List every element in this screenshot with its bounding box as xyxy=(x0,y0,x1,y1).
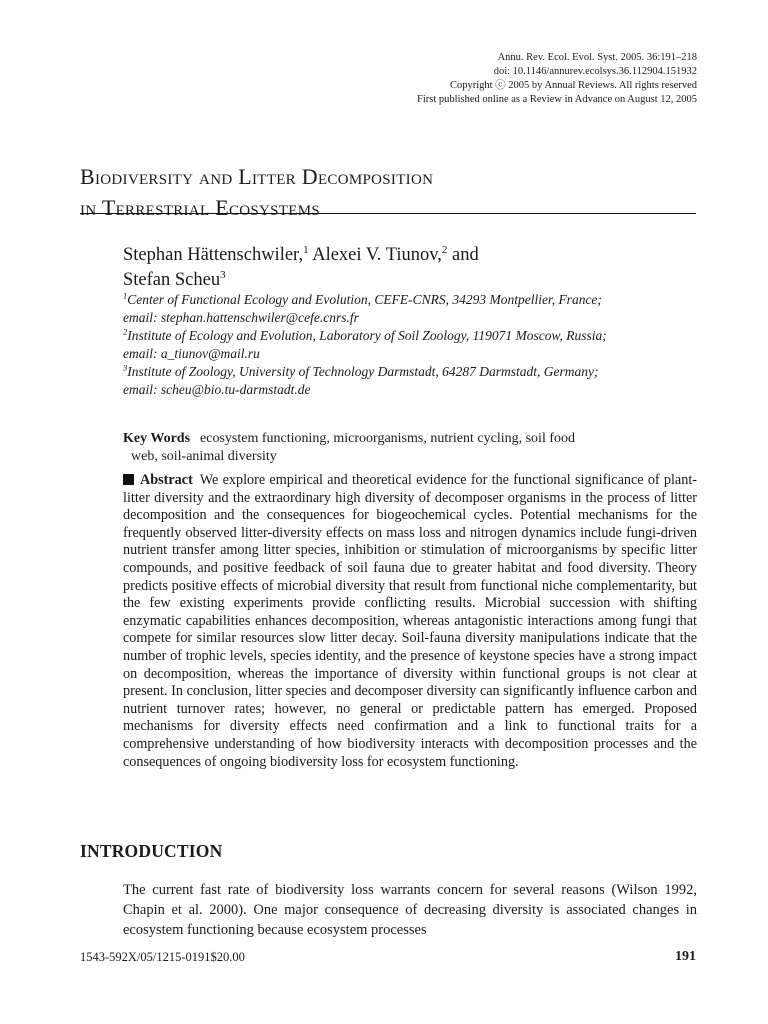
affiliation-email[interactable]: email: scheu@bio.tu-darmstadt.de xyxy=(123,382,311,397)
title-line-1: Biodiversity and Litter Decomposition xyxy=(80,163,434,189)
title-line-2: in Terrestrial Ecosystems xyxy=(80,194,321,220)
affiliation-text: Institute of Zoology, University of Technology Darmstadt, 64287 Darmstadt, Germany; xyxy=(127,364,599,379)
author-affil-sup: 3 xyxy=(220,268,226,281)
doi-line[interactable]: doi: 10.1146/annurev.ecolsys.36.112904.151932 xyxy=(493,66,697,77)
author-affil-sup: 1 xyxy=(303,243,309,256)
affiliation xyxy=(123,363,703,381)
affiliation-email[interactable]: email: stephan.hattenschwiler@cefe.cnrs.fr xyxy=(123,310,359,325)
keywords-label: Key Words xyxy=(123,431,191,446)
journal-citation: Annu. Rev. Ecol. Evol. Syst. 2005. 36:191–218 xyxy=(497,52,697,63)
affiliation-sup: 2 xyxy=(123,326,128,337)
first-published-line: First published online as a Review in Advance on August 12, 2005 xyxy=(417,94,697,105)
black-square-icon xyxy=(123,474,134,485)
affiliation-text: Center of Functional Ecology and Evolution, CEFE-CNRS, 34293 Montpellier, France; xyxy=(127,292,602,307)
abstract-label: Abstract xyxy=(140,472,193,488)
footer-issn-code: 1543-592X/05/1215-0191$20.00 xyxy=(80,950,245,964)
affiliation xyxy=(123,327,703,345)
affiliations xyxy=(123,291,703,399)
affiliation-sup: 3 xyxy=(123,362,128,373)
copyright-line: Copyright ⓒ 2005 by Annual Reviews. All rights reserved xyxy=(449,80,697,91)
author-name: Stephan Hättenschwiler, xyxy=(123,245,304,265)
page-number: 191 xyxy=(675,949,696,964)
abstract-block xyxy=(123,472,697,771)
abstract-text: We explore empirical and theoretical evidence for the functional significance of plant-litter diversity and the extraordinary high diversity of decomposer organisms in the process of litter decomposition and the consequences for biogeochemical cycles. Potential mechanisms for the frequently observed litter-diversity effects on mass loss and nitrogen dynamics include fungi-driven nutrient transfer among litter species, inhibition or stimulation of microorganisms by specific litter compounds, and positive feedback of soil fauna due to greater habitat and food diversity. Theory predicts positive effects of microbial diversity that result from functional niche complementarity, but the few existing experiments provide conflicting results. Microbial succession with shifting enzymatic capabilities enhances decomposition, whereas antagonistic interactions among fungi that compete for similar resources slow litter decay. Soil-fauna diversity manipulations indicate that the number of trophic levels, species identity, and the presence of keystone species have a strong impact on decomposition, whereas the importance of diversity within functional groups is not clear at present. In conclusion, litter species and decomposer diversity can significantly influence carbon and nutrient turnover rates; however, no general or predictable pattern has emerged. Proposed mechanisms for diversity effects need confirmation and a link to functional traits for a comprehensive understanding of how biodiversity interacts with decomposition processes and the consequences of ongoing biodiversity loss for ecosystem functioning. xyxy=(123,472,697,770)
author-name: Stefan Scheu xyxy=(123,270,221,290)
affiliation-text: Institute of Ecology and Evolution, Laboratory of Soil Zoology, 119071 Moscow, Russia; xyxy=(127,328,607,343)
author-list xyxy=(123,243,683,293)
author-affil-sup: 2 xyxy=(441,243,448,256)
introduction-paragraph: The current fast rate of biodiversity loss warrants concern for several reasons (Wilson 1992, Chapin et al. 2000). One major consequence of decreasing diversity is associated changes in ecosystem functioning because ecosystem processes xyxy=(123,882,697,938)
affiliation xyxy=(123,291,703,309)
affiliation-sup: 1 xyxy=(123,290,128,301)
author-conjunction: and xyxy=(447,245,479,265)
journal-header xyxy=(417,51,697,107)
section-heading-introduction: INTRODUCTION xyxy=(80,841,223,861)
title-divider xyxy=(80,213,696,214)
keywords-block xyxy=(123,430,698,466)
keywords-line-2: web, soil-animal diversity xyxy=(131,449,277,464)
affiliation-email[interactable]: email: a_tiunov@mail.ru xyxy=(123,346,260,361)
keywords-line-1: ecosystem functioning, microorganisms, nutrient cycling, soil food xyxy=(200,431,575,446)
author-name: Alexei V. Tiunov, xyxy=(308,245,442,265)
